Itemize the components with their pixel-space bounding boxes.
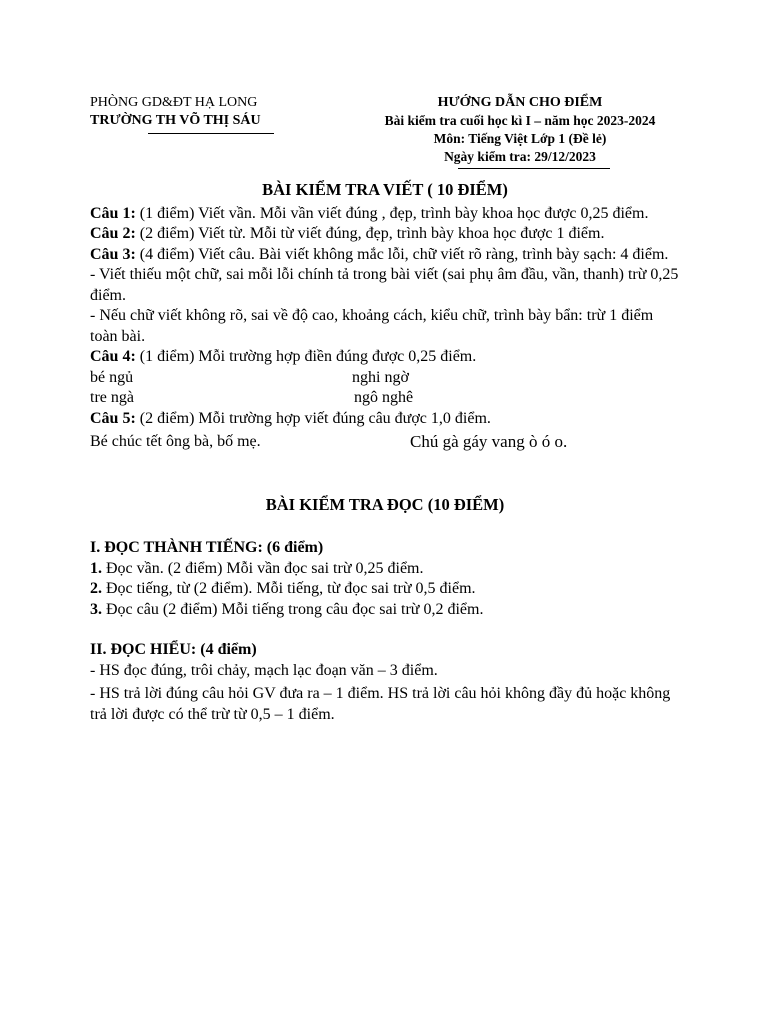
question-2-label: Câu 2: (90, 225, 136, 242)
answer-word: ngô nghê (354, 389, 414, 406)
answer-word: tre ngà (90, 389, 134, 406)
question-4-text: (1 điểm) Mỗi trường hợp điền đúng được 0,25 điểm. (135, 348, 477, 365)
question-3-note-1: - Viết thiếu một chữ, sai mỗi lỗi chính tả trong bài viết (sai phụ âm đầu, vần, thanh) trừ 0,25 điểm. (90, 266, 679, 304)
document-body (90, 180, 680, 725)
subject-line: Môn: Tiếng Việt Lớp 1 (Đề lẻ) (433, 131, 607, 146)
question-4 (90, 347, 680, 368)
question-1-text: (1 điểm) Viết vần. Mỗi vần viết đúng , đẹp, trình bày khoa học được 0,25 điểm. (135, 204, 649, 222)
guide-title: HƯỚNG DẪN CHO ĐIỂM (437, 95, 603, 110)
item-number: 1. (90, 559, 102, 577)
reading-part-2-item: - HS trả lời đúng câu hỏi GV đưa ra – 1 điểm. HS trả lời câu hỏi không đầy đủ hoặc không trả lời được có thể trừ từ 0,5 – 1 điểm. (90, 685, 671, 723)
question-5-answers (90, 432, 680, 453)
reading-part-1-item (90, 600, 680, 621)
question-4-row-2 (90, 388, 680, 409)
reading-part-2-title: II. ĐỌC HIỂU: (4 điểm) (90, 641, 257, 658)
reading-part-2-item: - HS đọc đúng, trôi chảy, mạch lạc đoạn văn – 3 điểm. (90, 661, 438, 679)
item-text: Đọc câu (2 điểm) Mỗi tiếng trong câu đọc sai trừ 0,2 điểm. (102, 600, 484, 618)
header-right (350, 94, 690, 169)
question-3 (90, 245, 680, 266)
header-right-underline (458, 168, 610, 169)
writing-section-title: BÀI KIỂM TRA VIẾT ( 10 ĐIỂM) (262, 180, 508, 199)
school-name: TRƯỜNG TH VÕ THỊ SÁU (90, 113, 261, 128)
answer-word: bé ngủ (90, 368, 134, 386)
item-number: 2. (90, 580, 102, 597)
item-text: Đọc tiếng, từ (2 điểm). Mỗi tiếng, từ đọc sai trừ 0,5 điểm. (102, 580, 476, 597)
question-3-label: Câu 3: (90, 245, 136, 263)
question-3-text: (4 điểm) Viết câu. Bài viết không mắc lỗi, chữ viết rõ ràng, trình bày sạch: 4 điểm. (135, 245, 669, 263)
question-3-note-2: - Nếu chữ viết không rõ, sai về độ cao, khoảng cách, kiểu chữ, trình bày bẩn: trừ 1 điểm toàn bài. (90, 307, 654, 345)
answer-word: nghi ngờ (352, 368, 409, 386)
question-1 (90, 204, 680, 225)
question-5-label: Câu 5: (90, 409, 136, 427)
item-text: Đọc vần. (2 điểm) Mỗi vần đọc sai trừ 0,25 điểm. (102, 559, 424, 577)
question-5 (90, 409, 680, 430)
question-2-text: (2 điểm) Viết từ. Mỗi từ viết đúng, đẹp, trình bày khoa học được 1 điểm. (135, 225, 605, 242)
question-4-row-1 (90, 368, 680, 389)
answer-sentence: Chú gà gáy vang ò ó o. (410, 432, 568, 451)
reading-part-1-title: I. ĐỌC THÀNH TIẾNG: (6 điểm) (90, 539, 324, 556)
office-name: PHÒNG GD&ĐT HẠ LONG (90, 95, 258, 110)
header-left (90, 94, 280, 134)
question-1-label: Câu 1: (90, 204, 136, 222)
item-number: 3. (90, 600, 102, 618)
header-left-underline (148, 133, 274, 134)
exam-date: Ngày kiểm tra: 29/12/2023 (444, 149, 596, 164)
answer-sentence: Bé chúc tết ông bà, bố mẹ. (90, 433, 261, 450)
question-4-label: Câu 4: (90, 348, 136, 365)
reading-part-1-item (90, 559, 680, 580)
question-2 (90, 224, 680, 245)
reading-section-title: BÀI KIỂM TRA ĐỌC (10 ĐIỂM) (265, 494, 505, 514)
exam-name: Bài kiểm tra cuối học kì I – năm học 2023-2024 (384, 113, 656, 128)
question-5-text: (2 điểm) Mỗi trường hợp viết đúng câu được 1,0 điểm. (135, 409, 491, 427)
reading-part-1-item (90, 579, 680, 600)
